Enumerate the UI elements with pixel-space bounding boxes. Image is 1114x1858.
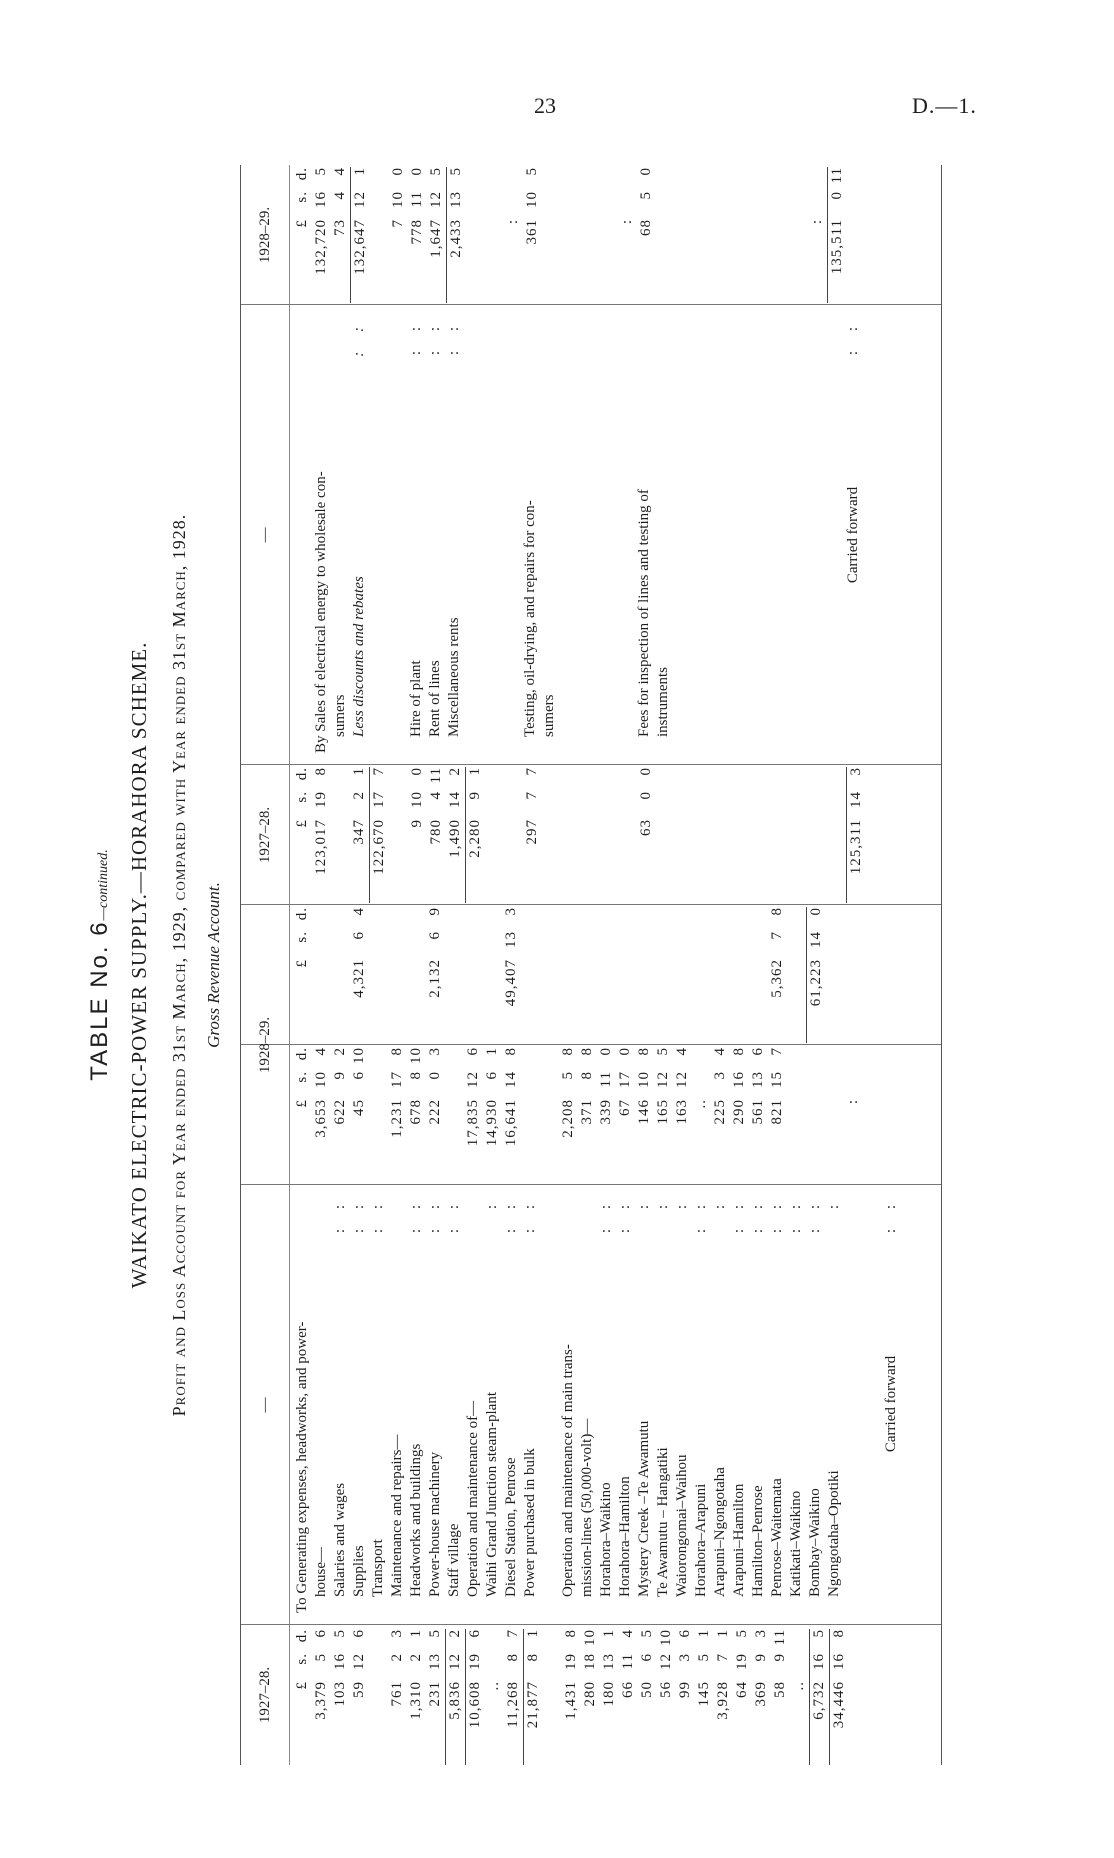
debit-1928-headworks: 1,231 17 8 (389, 1047, 405, 1138)
units-row: £ s. d. (294, 167, 310, 228)
continued-label: —continued. (96, 849, 111, 921)
debit-1928-line: 146 10 8 (636, 1047, 652, 1125)
debit-1927-subtotal-op: 21,877 8 1 (523, 1629, 543, 1765)
credit-1928-misc: 1,647 12 5 (428, 167, 444, 258)
units-row: £ s. d. (294, 1047, 310, 1108)
credit-particulars-column (293, 311, 941, 759)
debit-1927-diesel: .. (486, 1681, 502, 1691)
particular-line: Waiorongomai–Waihou : (674, 1197, 690, 1597)
debit-1927-salaries: 3,379 5 6 (313, 1629, 329, 1720)
table-number: TABLE No. 6 (86, 920, 113, 1081)
particular-line: Katikati–Waikino : : (788, 1197, 804, 1597)
particular-bulk: Power purchased in bulk : : (522, 1197, 538, 1597)
credit-1928-total-sales: 132,647 12 1 (350, 167, 370, 303)
credit-1927-subtotal-misc: 2,280 9 1 (465, 767, 485, 903)
debit-1927-line: 99 3 6 (677, 1629, 693, 1698)
debit-1927-line: 3,928 7 1 (715, 1629, 731, 1720)
debit-1927-line: 66 11 4 (620, 1629, 636, 1698)
debit-1928-bulk: 16,641 14 8 (503, 1047, 519, 1147)
credit-1928-discounts: 73 4 4 (332, 167, 348, 236)
debit-1928-detail-column (293, 1047, 941, 1183)
particular-line: Mystery Creek –Te Awamutu : (636, 1197, 652, 1597)
particular-line: Arapuni–Ngongotaha : (712, 1197, 728, 1597)
particular-fees: Fees for inspection of lines and testing of (636, 489, 652, 737)
debit-1927-line: 64 19 5 (734, 1629, 750, 1698)
debit-1928-powerhouse: 678 8 10 (408, 1047, 424, 1125)
table-number-heading (86, 165, 113, 1765)
credit-1927-sales: 123,017 19 8 (313, 767, 329, 875)
particular-powerhouse: Power-house machinery : : (427, 1197, 443, 1597)
particular-line: Te Awamutu – Hangatiki : (655, 1197, 671, 1597)
credit-1927-hire: 9 10 0 (409, 767, 425, 828)
debit-1927-line: 280 18 10 (582, 1629, 598, 1707)
debit-1927-headworks: 761 2 3 (389, 1629, 405, 1707)
header-particulars-debit: — (257, 1397, 273, 1413)
debit-1928-line: 225 3 4 (712, 1047, 728, 1125)
debit-1928-line: 165 12 5 (655, 1047, 671, 1125)
units-row: £ s. d. (294, 907, 310, 968)
debit-1928-transport: 45 6 10 (351, 1047, 367, 1116)
credit-1927-rent: 780 4 11 (428, 767, 444, 845)
particular-line: Bombay–Waikino : : (807, 1197, 823, 1597)
credit-1928-total-carried: 135,511 0 11 (827, 167, 847, 303)
particular-transmission: Operation and maintenance of main trans- (560, 1344, 576, 1597)
credit-1928-fees-detail: : (619, 219, 635, 225)
debit-1928-waihi: 17,835 12 6 (465, 1047, 481, 1147)
credit-1927-column (293, 767, 941, 903)
credit-1927-discounts: 347 2 1 (351, 767, 367, 845)
credit-1927-testing: 297 7 7 (524, 767, 540, 845)
debit-1927-line: 180 13 1 (601, 1629, 617, 1707)
debit-1927-subtotal-lines: 6,732 16 5 (809, 1629, 829, 1765)
debit-1927-line: 1,431 19 8 (563, 1629, 579, 1720)
debit-1928-line: 339 11 0 (598, 1047, 614, 1125)
debit-1928-line: 2,208 5 8 (560, 1047, 576, 1138)
header-particulars-credit: — (257, 527, 273, 543)
debit-1928-total-maint: 2,132 6 9 (427, 907, 443, 998)
units-row: £ s. d. (294, 1629, 310, 1690)
header-1927-credit: 1927–28. (257, 806, 273, 864)
particular-fees-cont: instruments (655, 667, 671, 737)
credit-1927-carried: 125,311 14 3 (846, 767, 866, 903)
credit-1928-total-misc: 2,433 13 5 (446, 167, 466, 303)
account-subtitle: Profit and Loss Account for Year ended 31st March, 1929, compared with Year ended 31st March, 1928. (169, 513, 189, 1417)
column-divider (241, 1044, 941, 1045)
particular-salaries: Salaries and wages : : (332, 1197, 348, 1597)
debit-1928-total-lines: 5,362 7 8 (769, 907, 785, 998)
particular-transport: Transport : : (370, 1197, 386, 1597)
particular-line: Horahora–Waikino : : (598, 1197, 614, 1597)
debit-1927-powerhouse: 1,310 2 1 (408, 1629, 424, 1720)
debit-1928-total-column (293, 907, 941, 1043)
debit-1928-line: 290 16 8 (731, 1047, 747, 1125)
particular-testing: Testing, oil-drying, and repairs for con- (522, 500, 538, 737)
particular-line: Penrose–Waitemata : : (769, 1197, 785, 1597)
column-divider (241, 764, 941, 765)
debit-1927-subtotal-maint: 5,836 12 2 (445, 1629, 465, 1765)
particular-line: Horahora–Hamilton : : (617, 1197, 633, 1597)
header-rule (289, 165, 290, 1765)
particular-testing-cont: sumers (541, 694, 557, 737)
debit-1927-staff: 231 13 5 (427, 1629, 443, 1707)
debit-1927-line: 56 12 10 (658, 1629, 674, 1698)
credit-1927-subtotal: 122,670 17 7 (369, 767, 389, 903)
credit-1927-misc: 1,490 14 2 (447, 767, 463, 858)
particular-staff-village: Staff village : : (446, 1197, 462, 1597)
particular-diesel: Diesel Station, Penrose : : (503, 1197, 519, 1597)
column-divider (241, 1184, 941, 1185)
particular-operation: Operation and maintenance of— (465, 1400, 481, 1597)
debit-1928-total-carried: 61,223 14 0 (806, 907, 826, 1043)
particular-line: Ngongotaha–Opotiki : (826, 1197, 842, 1597)
profit-loss-table (240, 165, 942, 1765)
credit-1927-fees: 63 0 0 (638, 767, 654, 836)
header-1928-debit: 1928–29. (257, 1016, 273, 1074)
debit-1928-line: 163 12 4 (674, 1047, 690, 1125)
debit-1927-line: 369 9 3 (753, 1629, 769, 1707)
credit-1928-rent: 778 11 0 (409, 167, 425, 245)
debit-1928-total-operation: 49,407 13 3 (503, 907, 519, 1007)
particular-headworks: Headworks and buildings : : (408, 1197, 424, 1597)
debit-1927-line: .. (791, 1681, 807, 1691)
credit-1928-testing-detail: : (505, 219, 521, 225)
particular-hire: Hire of plant : : (408, 319, 424, 737)
debit-1927-waihi: 10,608 19 6 (465, 1629, 485, 1765)
credit-1928-column (293, 167, 941, 303)
debit-1927-line: 58 9 11 (772, 1629, 788, 1698)
particular-waihi: Waihi Grand Junction steam-plant : (484, 1197, 500, 1597)
debit-1928-staff: 222 0 3 (427, 1047, 443, 1125)
page-reference: D.—1. (912, 93, 977, 118)
debit-1928-salaries: 3,653 10 4 (313, 1047, 329, 1138)
particular-supplies: Supplies : : (351, 1197, 367, 1597)
particular-sales-cont: sumers (332, 694, 348, 737)
scheme-title: WAIKATO ELECTRIC-POWER SUPPLY.—HORAHORA SCHEME. (127, 641, 151, 1289)
particular-line: Horahora–Arapuni : : (693, 1197, 709, 1597)
debit-1927-bulk: 11,268 8 7 (505, 1629, 521, 1728)
column-divider (241, 304, 941, 305)
header-1927-debit: 1927–28. (257, 1666, 273, 1724)
debit-1928-line: 371 8 8 (579, 1047, 595, 1125)
units-row: £ s. d. (294, 767, 310, 828)
particular-transmission-cont: mission-lines (50,000-volt)— (579, 1418, 595, 1597)
particular-rent: Rent of lines : : (427, 319, 443, 737)
debit-1927-column (293, 1629, 941, 1765)
credit-1928-sales: 132,720 16 5 (313, 167, 329, 275)
column-divider (241, 904, 941, 905)
debit-1928-carried-detail: : (845, 1099, 861, 1105)
gross-revenue-title: Gross Revenue Account. (204, 882, 223, 1048)
debit-1928-total-generating: 4,321 6 4 (351, 907, 367, 998)
page-number: 23 (534, 93, 556, 118)
debit-1928-line: 561 13 6 (750, 1047, 766, 1125)
particular-carried-forward: Carried forward : : (883, 1197, 899, 1453)
particular-line: Hamilton–Penrose : : (750, 1197, 766, 1597)
header-1928-credit: 1928–29. (257, 206, 273, 264)
particular-discounts: Less discounts and rebates : : (351, 319, 367, 737)
particular-misc-rents: Miscellaneous rents : : (446, 319, 462, 737)
debit-1927-supplies: 103 16 5 (332, 1629, 348, 1707)
debit-1928-supplies: 622 9 2 (332, 1047, 348, 1125)
credit-1928-carried-detail: : (809, 219, 825, 225)
debit-1927-line: 50 6 5 (639, 1629, 655, 1698)
debit-1928-line: .. (693, 1099, 709, 1109)
debit-1927-line: 145 5 1 (696, 1629, 712, 1707)
particular-carried-forward-credit: Carried forward : : (845, 319, 861, 584)
debit-1927-transport: 59 12 6 (351, 1629, 367, 1698)
credit-1928-total-testing: 361 10 5 (524, 167, 540, 245)
debit-1928-diesel: 14,930 6 1 (484, 1047, 500, 1147)
debit-1928-line: 67 17 0 (617, 1047, 633, 1116)
particular-sales: By Sales of electrical energy to wholesale con- (313, 471, 329, 753)
particular-maintenance: Maintenance and repairs— (389, 1434, 405, 1597)
credit-1928-hire: 7 10 0 (390, 167, 406, 228)
debit-1928-line: 821 15 7 (769, 1047, 785, 1125)
particular-generating-cont: house— (313, 1547, 329, 1597)
credit-1928-total-fees: 68 5 0 (638, 167, 654, 236)
debit-1927-carried: 34,446 16 8 (829, 1629, 849, 1765)
particular-generating: To Generating expenses, headworks, and power- (294, 1321, 310, 1613)
rotated-table-page (86, 165, 970, 1765)
column-divider (241, 1624, 941, 1625)
debit-particulars-column (293, 1189, 941, 1619)
particular-line: Arapuni–Hamilton : : (731, 1197, 747, 1597)
